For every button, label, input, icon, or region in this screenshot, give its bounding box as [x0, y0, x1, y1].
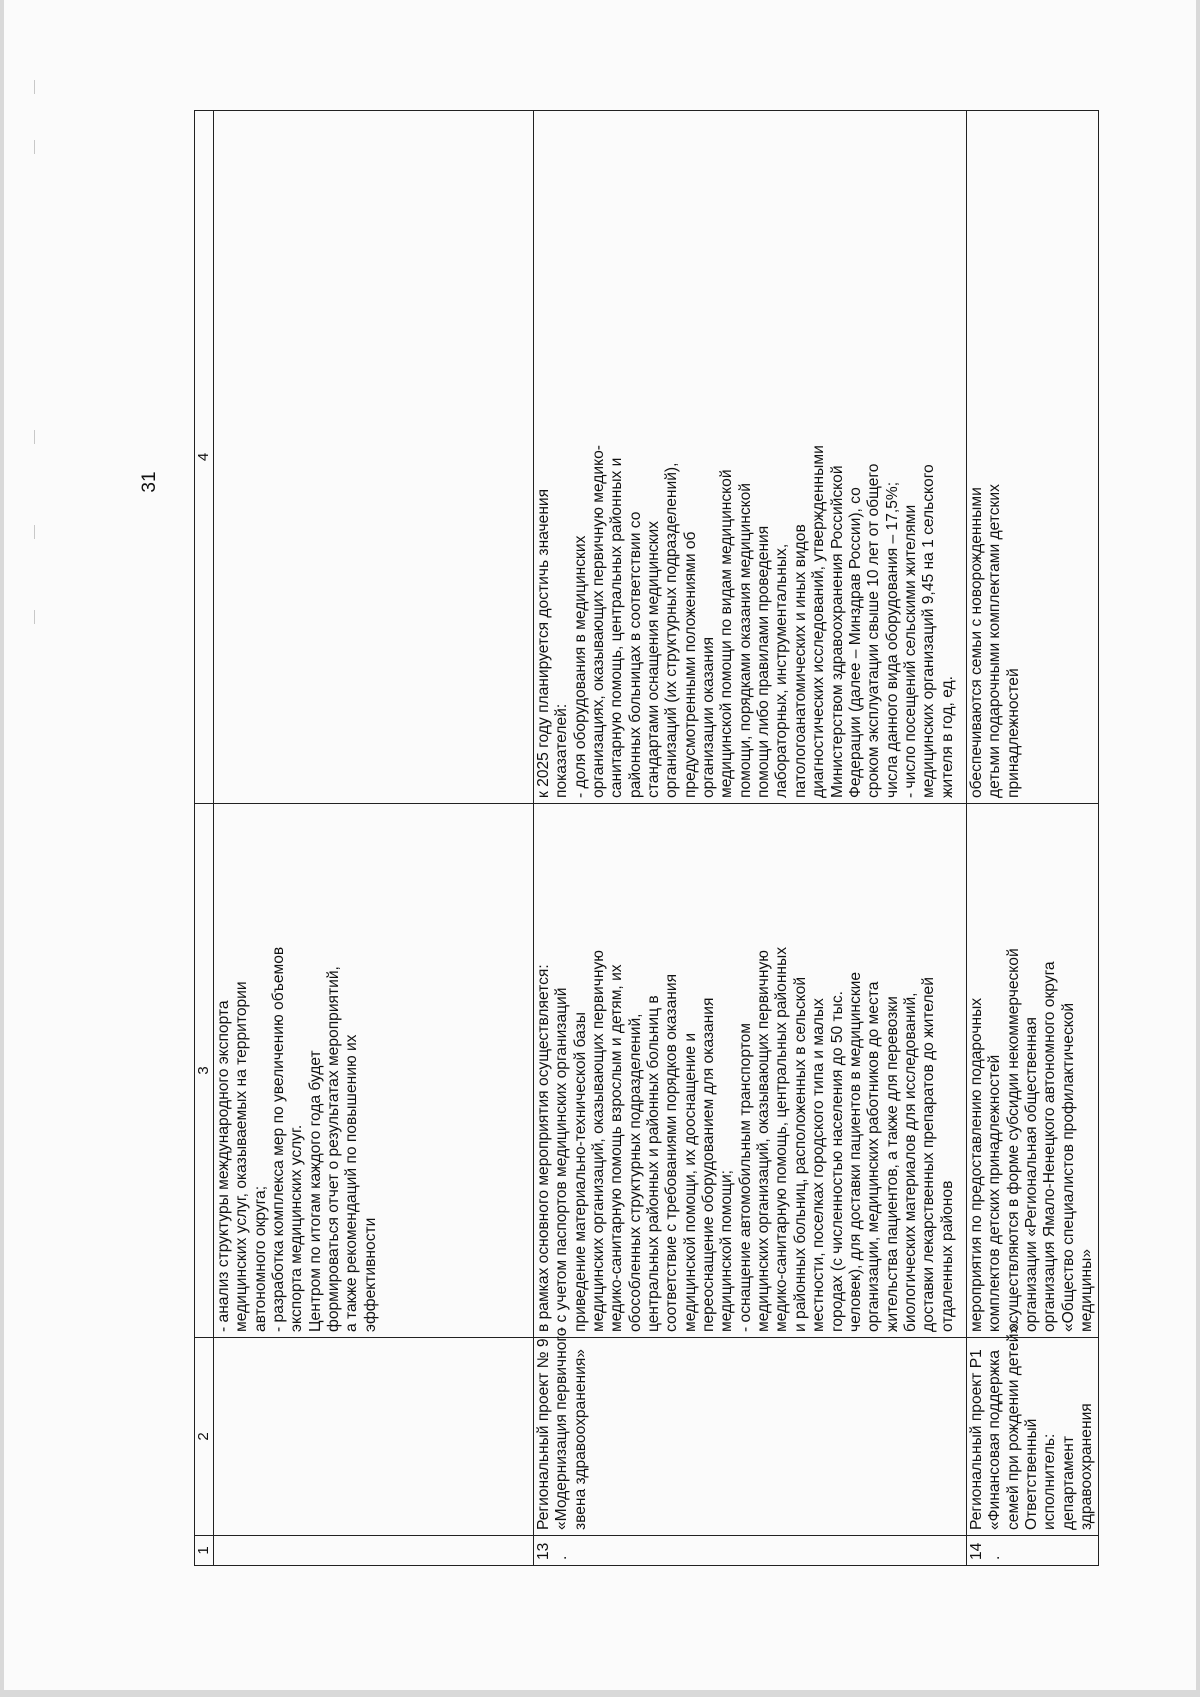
- column-header: 4: [195, 111, 214, 804]
- text-line: медицинской помощи по видам медицинской: [718, 469, 736, 798]
- text-line: человек), для доставки пациентов в медицинские: [846, 971, 864, 1332]
- text-line: семей при рождении детей».: [1004, 1320, 1022, 1530]
- text-line: «Модернизация первичного: [553, 1327, 571, 1530]
- activities-cell: [534, 804, 967, 1338]
- column-header: 2: [195, 1338, 214, 1536]
- page-number: 31: [139, 471, 160, 493]
- activities-cell: [214, 804, 534, 1338]
- text-line: медицинской помощи;: [718, 1169, 736, 1332]
- text-line: районных больницах в соответствии со: [626, 511, 644, 798]
- text-line: соответствие с требованиями порядков оказания: [663, 973, 681, 1332]
- rotated-table-frame: [194, 111, 1096, 1566]
- text-line: обособленных структурных подразделений,: [626, 1013, 644, 1332]
- scan-edge-mark: [34, 430, 35, 444]
- text-line: исполнитель:: [1041, 1433, 1059, 1530]
- results-cell: [534, 111, 967, 804]
- text-line: департамент: [1059, 1435, 1077, 1530]
- text-line: а также рекомендаций по повышению их: [343, 1034, 361, 1332]
- scan-edge-mark: [34, 140, 35, 154]
- text-line: центральных районных и районных больниц в: [645, 995, 663, 1332]
- text-line: медико-санитарную помощь, центральных районных: [773, 946, 791, 1332]
- row-number-cell: 14.: [967, 1536, 1099, 1566]
- text-line: диагностических исследований, утвержденными: [810, 445, 828, 798]
- text-line: Региональный проект Р1: [968, 1349, 985, 1530]
- project-cell: [214, 1338, 534, 1536]
- text-line: звена здравоохранения»: [571, 1349, 589, 1530]
- text-line: Региональный проект № 9: [535, 1338, 552, 1530]
- column-header: 3: [195, 804, 214, 1338]
- text-line: местности, поселках городского типа и малых: [810, 998, 828, 1332]
- text-line: помощи, порядками оказания медицинской: [736, 482, 754, 798]
- text-line: патологоанатомических и иных видов: [791, 524, 809, 798]
- text-line: медицинских организаций 9,45 на 1 сельского: [920, 464, 938, 798]
- text-line: отдаленных районов: [938, 1180, 956, 1332]
- activities-cell: [967, 804, 1099, 1338]
- row-number-cell: 13.: [534, 1536, 967, 1566]
- text-line: показателей:: [553, 703, 571, 798]
- table-header-row: [195, 111, 214, 1566]
- text-line: - число посещений сельскими жителями: [901, 504, 919, 798]
- text-line: медицинских организаций, оказывающих первичную: [755, 950, 773, 1332]
- text-line: организации, медицинских работников до места: [865, 981, 883, 1332]
- text-line: Федерации (далее – Минздрав России), со: [846, 487, 864, 798]
- text-line: здравоохранения: [1078, 1403, 1096, 1530]
- text-line: организациях, оказывающих первичную медико-: [590, 445, 608, 798]
- text-line: «Финансовая поддержка: [986, 1350, 1004, 1530]
- text-line: медицинских организаций, оказывающих первичную: [590, 950, 608, 1332]
- text-line: формироваться отчет о результатах мероприятий,: [325, 966, 343, 1332]
- text-line: осуществляются в форме субсидии некоммерческой: [1004, 948, 1022, 1332]
- text-line: числа данного вида оборудования – 17,5%;: [883, 481, 901, 798]
- column-header: 1: [195, 1536, 214, 1566]
- text-line: сроком эксплуатации свыше 10 лет от общего: [865, 463, 883, 798]
- text-line: организации оказания: [700, 636, 718, 798]
- results-cell: [214, 111, 534, 804]
- document-page: [4, 0, 1196, 1690]
- text-line: организации «Региональная общественная: [1023, 1017, 1041, 1332]
- text-line: «Общество специалистов профилактической: [1059, 1002, 1077, 1332]
- text-line: биологических материалов для исследований,: [901, 992, 919, 1332]
- text-line: переоснащение оборудованием для оказания: [700, 997, 718, 1332]
- scan-edge-mark: [34, 525, 35, 539]
- text-line: приведение материально-технической базы: [571, 1012, 589, 1332]
- text-line: санитарную помощь, центральных районных и: [608, 457, 626, 798]
- text-line: комплектов детских принадлежностей: [986, 1054, 1004, 1332]
- project-cell: [967, 1320, 1099, 1536]
- text-line: помощи либо правилами проведения: [755, 525, 773, 798]
- results-cell: [967, 111, 1099, 804]
- text-line: эффективности: [361, 1217, 379, 1332]
- text-line: жительства пациентов, а также для перевозки: [883, 996, 901, 1332]
- text-line: медико-санитарную помощь взрослым и детям, их: [608, 964, 626, 1332]
- scan-edge-mark: [34, 610, 35, 624]
- project-cell: [534, 1327, 967, 1536]
- table-row: [534, 111, 967, 1566]
- text-line: жителя в год, ед.: [938, 676, 956, 798]
- text-line: в рамках основного мероприятия осуществляется:: [535, 964, 552, 1332]
- text-line: Ответственный: [1023, 1418, 1041, 1530]
- text-line: доставки лекарственных препаратов до жителей: [920, 977, 938, 1332]
- text-line: - доля оборудования в медицинских: [571, 535, 589, 798]
- text-line: мероприятия по предоставлению подарочных: [968, 997, 985, 1332]
- text-line: медицинской помощи, их дооснащение и: [681, 1032, 699, 1332]
- text-line: обеспечиваются семьи с новорожденными: [968, 487, 985, 798]
- scan-edge-mark: [34, 80, 35, 94]
- row-number-cell: [214, 1536, 534, 1566]
- text-line: детьми подарочными комплектами детских: [986, 484, 1004, 798]
- text-line: экспорта медицинских услуг.: [288, 1124, 306, 1332]
- text-line: Центром по итогам каждого года будет: [306, 1050, 324, 1332]
- text-line: принадлежностей: [1004, 668, 1022, 798]
- text-line: автономного округа;: [251, 1185, 269, 1332]
- text-line: - разработка комплекса мер по увеличению объемов: [270, 946, 288, 1332]
- text-line: Министерством здравоохранения Российской: [828, 465, 846, 798]
- text-line: стандартами оснащения медицинских: [645, 521, 663, 798]
- text-line: - с учетом паспортов медицинских организаций: [553, 987, 571, 1332]
- text-line: лабораторных, инструментальных,: [773, 543, 791, 798]
- table-row: [214, 111, 534, 1566]
- table-row: [967, 111, 1099, 1566]
- text-line: организация Ямало-Ненецкого автономного округа: [1041, 961, 1059, 1332]
- text-line: - оснащение автомобильным транспортом: [736, 1022, 754, 1332]
- text-line: медицинских услуг, оказываемых на территории: [233, 981, 251, 1332]
- text-line: медицины»: [1078, 1249, 1096, 1332]
- program-table: [194, 110, 1099, 1566]
- text-line: и районных больниц, расположенных в сельской: [791, 976, 809, 1332]
- text-line: - анализ структуры международного экспорта: [215, 1000, 232, 1332]
- text-line: городах (с численностью населения до 50 тыс.: [828, 991, 846, 1332]
- text-line: предусмотренными положениями об: [681, 531, 699, 798]
- text-line: к 2025 году планируется достичь значения: [535, 488, 552, 798]
- text-line: организаций (их структурных подразделений),: [663, 462, 681, 798]
